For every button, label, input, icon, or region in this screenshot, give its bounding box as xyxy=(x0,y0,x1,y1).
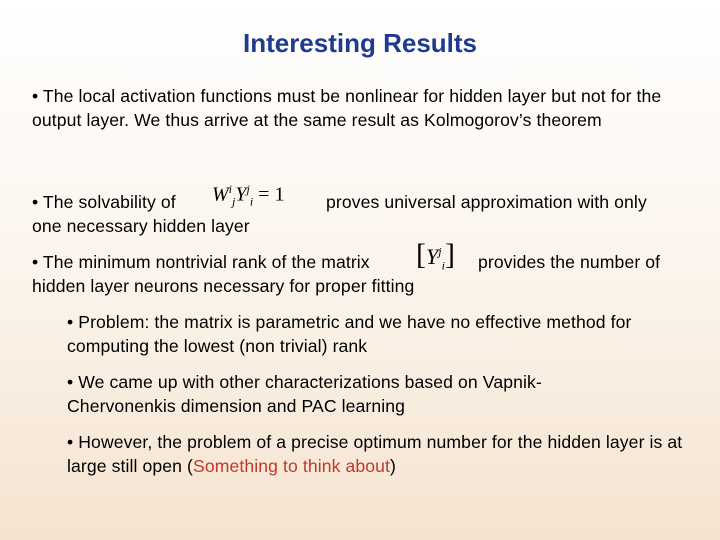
eq-w: W xyxy=(212,183,229,206)
eq-rhs: = 1 xyxy=(258,183,285,206)
highlight-think-about: Something to think about xyxy=(193,456,391,476)
sub-bullet-open-problem xyxy=(67,430,687,478)
bullet-activation: • The local activation functions must be nonlinear for hidden layer but not for the output layer. We thus arrive at the same result as Kolmogorov’s theorem xyxy=(32,86,662,130)
sub-bullet-vc-dimension: • We came up with other characterizations based on Vapnik-Chervonenkis dimension and PAC learning xyxy=(67,372,542,416)
open-problem-text: • However, the problem of a precise optimum number for the hidden layer is at large still open ( xyxy=(67,432,683,476)
equation-weights xyxy=(212,183,284,208)
sub-bullet-problem: • Problem: the matrix is parametric and we have no effective method for computing the lowest (non trivial) rank xyxy=(67,312,632,356)
bullet-solvability-line2: one necessary hidden layer xyxy=(32,216,250,236)
eq-right-bracket: ] xyxy=(444,238,455,271)
bullet-solvability-start: • The solvability of xyxy=(32,192,176,212)
open-problem-close: ) xyxy=(390,456,397,476)
eq-w-sub: j xyxy=(232,194,236,209)
bullet-rank-start: • The minimum nontrivial rank of the matrix xyxy=(32,252,370,272)
eq2-y: Y xyxy=(426,244,439,269)
eq-w-sup: i xyxy=(228,182,233,196)
eq2-y-sup: j xyxy=(438,244,442,259)
bullet-rank-end: provides the number of xyxy=(478,252,661,272)
equation-matrix xyxy=(416,240,455,271)
eq-y: Y xyxy=(235,183,247,206)
eq2-y-sub: i xyxy=(441,258,445,273)
bullet-rank-line2: hidden layer neurons necessary for proper fitting xyxy=(32,276,415,296)
bullet-solvability-end: proves universal approximation with only xyxy=(326,192,647,212)
eq-y-sup: j xyxy=(246,182,250,196)
eq-y-sub: i xyxy=(249,194,254,209)
slide-title: Interesting Results xyxy=(242,28,478,58)
eq-left-bracket: [ xyxy=(416,238,426,271)
